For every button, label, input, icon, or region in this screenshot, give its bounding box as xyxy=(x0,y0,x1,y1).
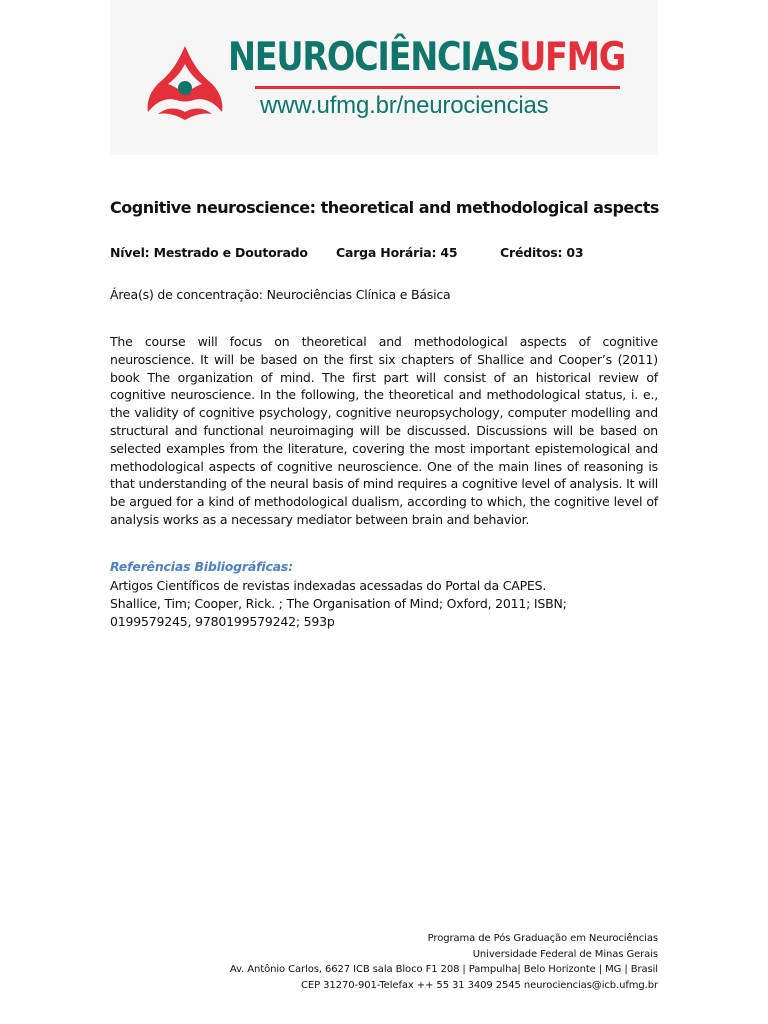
references-heading: Referências Bibliográficas: xyxy=(110,559,293,574)
reference-line: 0199579245, 9780199579242; 593p xyxy=(110,614,335,629)
header-banner xyxy=(110,0,658,155)
reference-line: Artigos Científicos de revistas indexadas acessadas do Portal da CAPES. xyxy=(110,578,547,593)
course-level: Nível: Mestrado e Doutorado xyxy=(110,245,308,260)
footer-address xyxy=(230,931,658,993)
brand-title-part1: NEUROCIÊNCIAS xyxy=(228,35,520,80)
footer-program: Programa de Pós Graduação em Neurociências xyxy=(427,933,658,944)
footer-university: Universidade Federal de Minas Gerais xyxy=(472,948,658,960)
references-list xyxy=(110,577,658,631)
brand-title xyxy=(228,35,625,80)
brand-title-part2: UFMG xyxy=(519,35,625,80)
course-title: Cognitive neuroscience: theoretical and methodological aspects xyxy=(110,198,659,217)
course-hours: Carga Horária: 45 xyxy=(336,245,458,260)
footer-contact: CEP 31270-901-Telefax ++ 55 31 3409 2545 neurociencias@icb.ufmg.br xyxy=(301,979,658,991)
brand-url-link[interactable]: www.ufmg.br/neurociencias xyxy=(260,92,549,119)
reference-line: Shallice, Tim; Cooper, Rick. ; The Organisation of Mind; Oxford, 2011; ISBN; xyxy=(110,596,567,611)
neurociencias-logo-icon xyxy=(144,42,226,122)
course-credits: Créditos: 03 xyxy=(500,245,584,260)
course-description: The course will focus on theoretical and methodological aspects of cognitive neuroscience. It will be based on the first six chapters of Shallice and Cooper’s (2011) book The organization of mind. The first part will consist of an historical review of cognitive neuroscience. In the following, the theoretical and methodological status, i. e., the validity of cognitive psychology, cognitive neuropsychology, computer modelling and structural and functional neuroimaging will be discussed. Discussions will be based on selected examples from the literature, covering the most important epistemological and methodological aspects of cognitive neuroscience. One of the main lines of reasoning is that understanding of the neural basis of mind requires a cognitive level of analysis. It will be argued for a kind of methodological dualism, according to which, the cognitive level of analysis works as a necessary mediator between brain and behavior. xyxy=(110,334,658,527)
footer-address-line: Av. Antônio Carlos, 6627 ICB sala Bloco F1 208 | Pampulha| Belo Horizonte | MG | Brasil xyxy=(229,964,658,975)
brand-underline xyxy=(255,86,620,89)
concentration-area: Área(s) de concentração: Neurociências Clínica e Básica xyxy=(110,287,451,302)
